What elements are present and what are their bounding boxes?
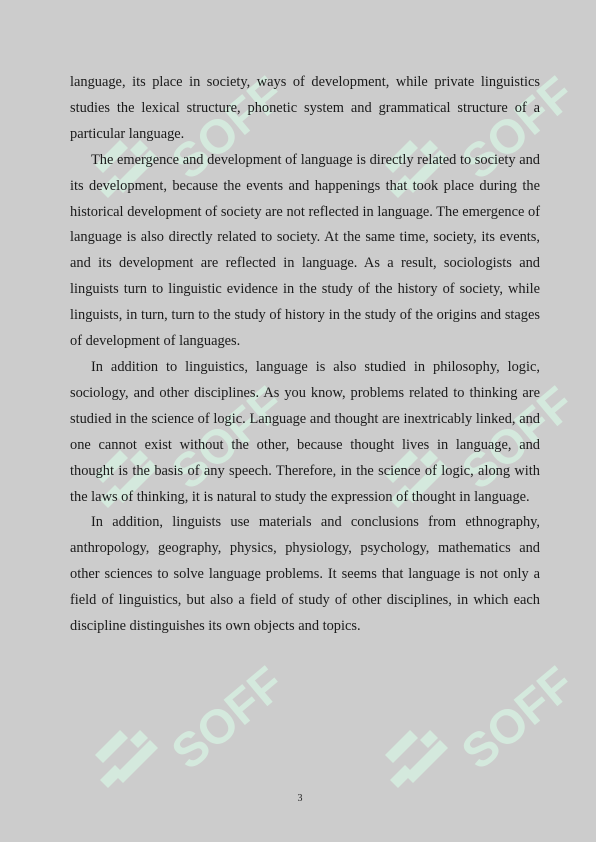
paragraph: language, its place in society, ways of development, while private linguistics studies the lexical structure, phonetic system and grammatical structure of a particular language. bbox=[70, 74, 540, 142]
watermark-logo-icon bbox=[80, 657, 295, 800]
paragraph: The emergence and development of language is directly related to society and its development, because the events and happenings that took place during the historical development of society are not reflected in language. The emergence of language is also directly related to society. At the same time, society, its events, and its development are reflected in language. As a result, sociologists and linguists turn to linguistic evidence in the study of the history of society, while linguists, in turn, turn to the study of history in the study of the origins and stages of development of languages. bbox=[70, 151, 540, 350]
svg-text:SOFF: SOFF bbox=[162, 657, 295, 781]
page-number: 3 bbox=[297, 793, 303, 804]
svg-text:SOFF: SOFF bbox=[162, 67, 295, 191]
svg-text:SOFF: SOFF bbox=[452, 377, 585, 501]
document-body bbox=[70, 70, 540, 640]
svg-text:SOFF: SOFF bbox=[162, 377, 295, 501]
paragraph: In addition, linguists use materials and conclusions from ethnography, anthropology, geography, physics, physiology, psychology, mathematics and other sciences to solve language problems. It seems that language is not only a field of linguistics, but also a field of study of other disciplines, in which each discipline distinguishes its own objects and topics. bbox=[70, 514, 540, 635]
watermark-logo bbox=[80, 657, 295, 800]
watermark-logo bbox=[370, 657, 585, 800]
svg-text:SOFF: SOFF bbox=[452, 657, 585, 781]
watermark-logo-icon bbox=[370, 657, 585, 800]
svg-text:SOFF: SOFF bbox=[452, 67, 585, 191]
paragraph: In addition to linguistics, language is also studied in philosophy, logic, sociology, and other disciplines. As you know, problems related to thinking are studied in the science of logic. Language and thought are inextricably linked, and one cannot exist without the other, because thought lives in language, and thought is the basis of any speech. Therefore, in the science of logic, along with the laws of thinking, it is natural to study the expression of thought in language. bbox=[70, 358, 540, 505]
